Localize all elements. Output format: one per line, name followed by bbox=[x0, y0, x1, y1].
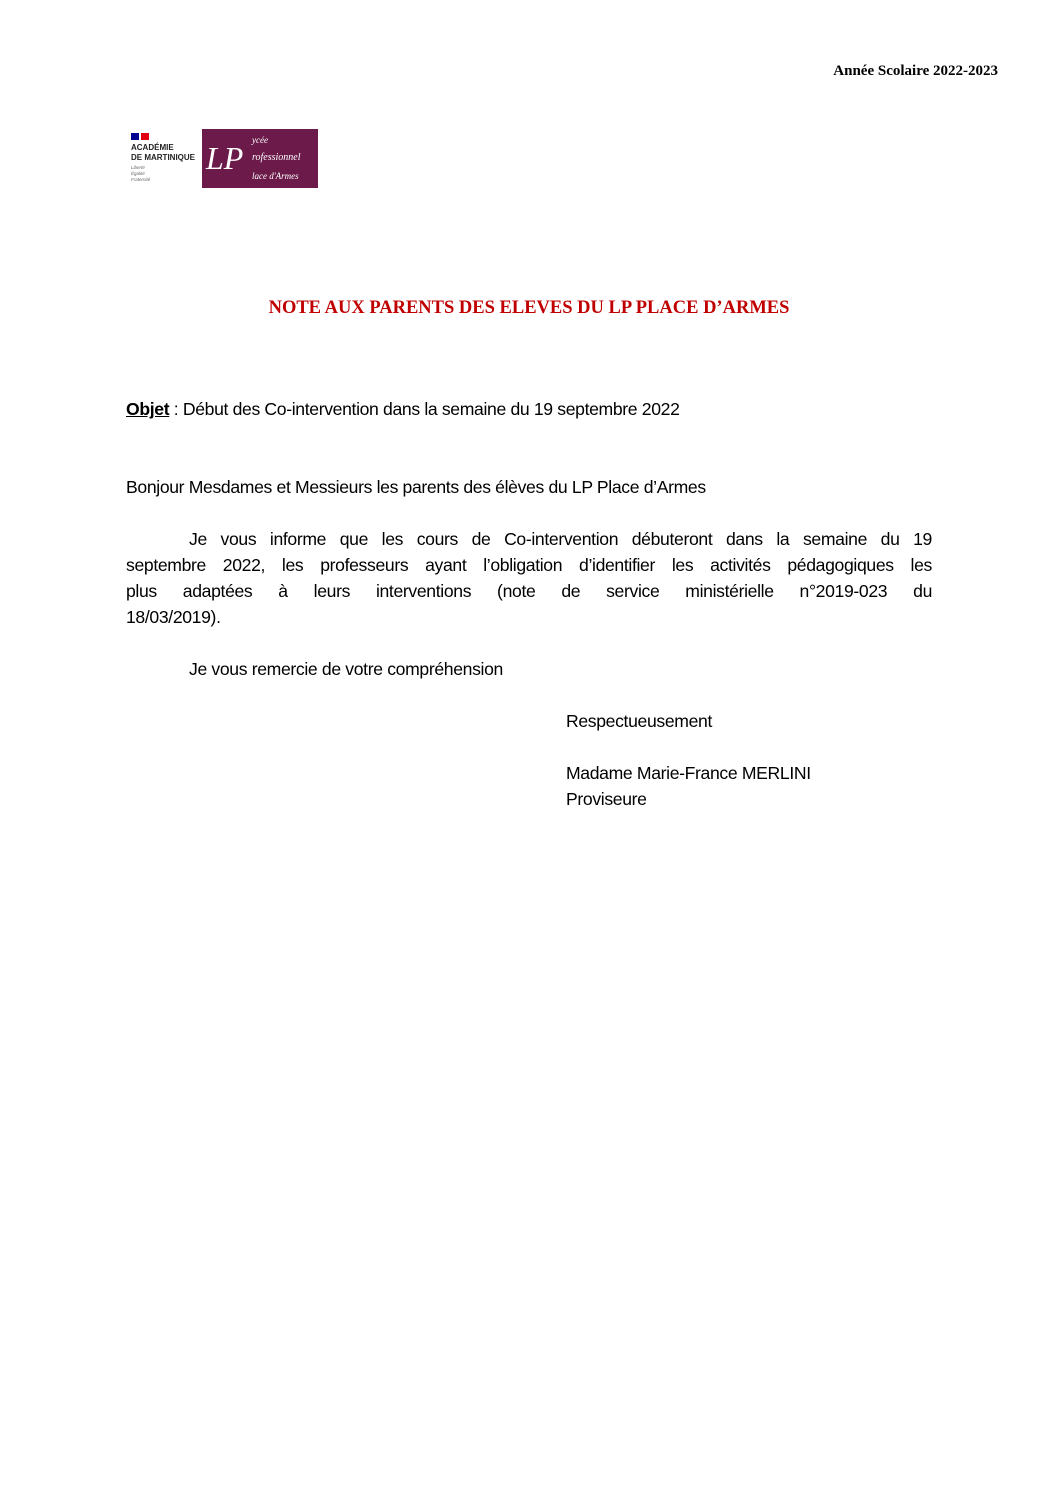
document-title: NOTE AUX PARENTS DES ELEVES DU LP PLACE D’ARMES bbox=[268, 298, 790, 318]
signatory-role: Proviseure bbox=[566, 789, 647, 809]
school-year: Année Scolaire 2022-2023 bbox=[833, 63, 998, 79]
objet-label: Objet bbox=[126, 399, 170, 419]
signatory-name: Madame Marie-France MERLINI bbox=[566, 763, 811, 783]
closing: Respectueusement bbox=[566, 711, 712, 731]
lycee-monogram: LP bbox=[206, 140, 244, 176]
objet-separator: : bbox=[169, 399, 183, 419]
paragraph-line-4: 18/03/2019). bbox=[126, 607, 221, 627]
motto-1: Liberté bbox=[131, 165, 145, 170]
academie-name-line1: ACADÉMIE bbox=[131, 143, 174, 152]
paragraph-line-3: plus adaptées à leurs interventions (note de service ministérielle n°2019-023 du bbox=[126, 581, 932, 601]
objet-text: Début des Co-intervention dans la semaine du 19 septembre 2022 bbox=[182, 399, 680, 419]
lycee-place-darmes-logo bbox=[202, 129, 318, 188]
motto-2: Égalité bbox=[131, 171, 145, 176]
lycee-line3: lace d'Armes bbox=[252, 171, 299, 181]
objet-line bbox=[126, 396, 932, 422]
lycee-line1: ycée bbox=[252, 135, 268, 145]
motto-3: Fraternité bbox=[131, 177, 151, 182]
greeting: Bonjour Mesdames et Messieurs les parents des élèves du LP Place d’Armes bbox=[126, 477, 706, 497]
paragraph-line-2: septembre 2022, les professeurs ayant l’obligation d’identifier les activités pédagogiques les bbox=[126, 555, 932, 575]
paragraph-line-1: Je vous informe que les cours de Co-intervention débuteront dans la semaine du 19 bbox=[189, 529, 932, 549]
thanks: Je vous remercie de votre compréhension bbox=[189, 659, 503, 679]
academie-name-line2: DE MARTINIQUE bbox=[131, 153, 195, 162]
academie-martinique-logo bbox=[131, 133, 199, 183]
french-flag-icon bbox=[131, 133, 199, 140]
lycee-line2: rofessionnel bbox=[252, 152, 301, 163]
